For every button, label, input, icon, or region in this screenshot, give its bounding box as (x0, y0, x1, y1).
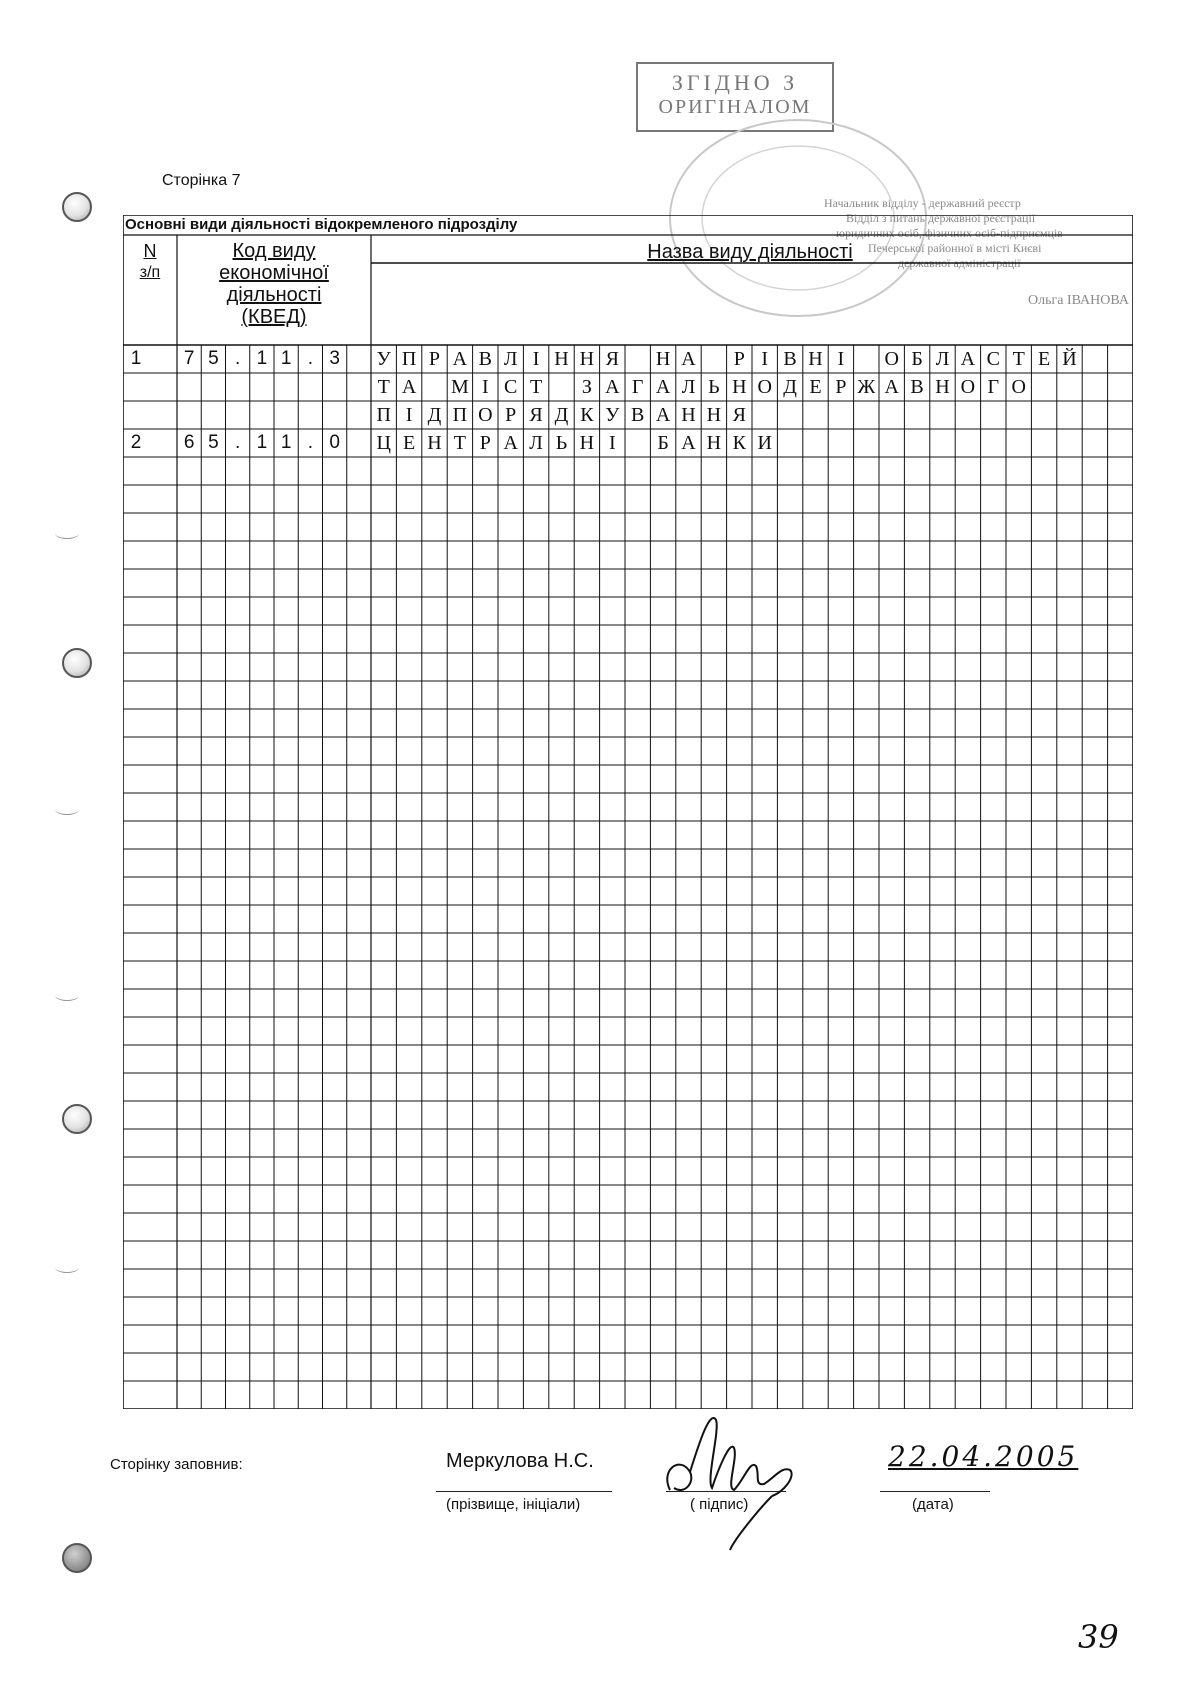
name-char: Т (1012, 348, 1025, 370)
name-char: Я (605, 348, 619, 370)
name-char: Д (427, 404, 442, 426)
name-char: Ь (555, 432, 568, 454)
binder-hole (62, 192, 92, 222)
name-char: Б (657, 432, 669, 454)
name-char: А (655, 404, 671, 426)
signature-caption: ( підпис) (690, 1496, 749, 1513)
code-char: . (307, 348, 314, 369)
binder-hole (62, 1104, 92, 1134)
name-char: Л (681, 376, 696, 398)
name-char: А (960, 348, 976, 370)
name-char: Н (427, 432, 442, 454)
name-char: А (655, 376, 671, 398)
name-char: І (481, 376, 489, 398)
name-char: А (452, 348, 468, 370)
name-char: Н (706, 404, 722, 426)
col-header-code (177, 240, 371, 328)
name-char: П (452, 404, 468, 426)
name-char: Е (402, 432, 416, 454)
stamp-text-2: Відділ з питань державної реєстрації (846, 211, 1036, 225)
code-char: . (307, 432, 314, 453)
name-char: Г (987, 376, 1000, 398)
code-char: 3 (329, 348, 340, 369)
page-label: Сторінка 7 (162, 172, 241, 189)
name-char: В (478, 348, 492, 370)
code-char: 5 (208, 348, 219, 369)
name-char: Ц (376, 432, 391, 454)
col-header-num-line2: з/п (139, 264, 161, 281)
stamp-text-3: юридичних осіб, фізичних осіб-підприємців (836, 226, 1063, 240)
name-char: О (1011, 376, 1026, 398)
name-char: І (608, 432, 616, 454)
date-line (880, 1491, 990, 1492)
stamp-text-6: Ольга ІВАНОВА (1028, 293, 1129, 308)
code-char: 6 (183, 432, 195, 453)
name-char: Е (1037, 348, 1051, 370)
name-char: Д (783, 376, 797, 398)
name-char: Р (835, 376, 847, 398)
name-char: Ж (857, 376, 876, 398)
code-char: . (234, 432, 241, 453)
name-char: О (478, 404, 493, 426)
name-char: С (986, 348, 1000, 370)
stamp-text-5: державної адміністрації (898, 256, 1021, 270)
name-char: Е (809, 376, 822, 398)
handwritten-signature (660, 1400, 830, 1560)
name-char: П (401, 348, 417, 370)
name-char: А (681, 432, 696, 454)
name-char: Н (579, 348, 595, 370)
filler-name: Меркулова Н.С. (446, 1450, 594, 1472)
code-char: 1 (280, 348, 292, 369)
name-char: О (884, 348, 899, 370)
row-number: 1 (130, 348, 142, 369)
binder-hole (62, 648, 92, 678)
col-header-code-line1: Код виду (232, 240, 316, 262)
name-char: А (401, 376, 417, 398)
page-number: 39 (1078, 1618, 1119, 1656)
name-char: Р (733, 348, 745, 370)
name-char: Д (554, 404, 569, 426)
binder-hole (62, 1543, 92, 1573)
name-char: Р (428, 348, 441, 370)
name-char: Л (503, 348, 518, 370)
name-char: В (910, 376, 924, 398)
name-char: У (605, 404, 620, 426)
margin-mark (55, 528, 79, 539)
name-char: І (761, 348, 769, 370)
stamp-text-1: Начальник відділу - державний реєстр (824, 196, 1021, 210)
name-char: Л (529, 432, 543, 454)
code-char: . (234, 348, 241, 369)
name-char: Л (935, 348, 950, 370)
name-char: А (884, 376, 899, 398)
col-header-code-line4: (КВЕД) (241, 306, 307, 328)
col-header-name: Назва виду діяльності (647, 241, 853, 263)
name-char: Я (732, 404, 746, 426)
name-char: К (732, 432, 746, 454)
name-caption: (прізвище, ініціали) (446, 1496, 581, 1513)
name-char: Н (808, 348, 823, 370)
stamp-text-4: Печерської районної в місті Києві (868, 241, 1042, 255)
code-char: 5 (208, 432, 219, 453)
code-char: 0 (329, 432, 340, 453)
handwritten-date: 22.04.2005 (888, 1440, 1079, 1473)
margin-mark (55, 990, 79, 1001)
name-char: С (504, 376, 518, 398)
name-char: Б (911, 348, 923, 370)
code-char: 1 (280, 432, 292, 453)
name-char: Т (453, 432, 466, 454)
name-char: В (631, 404, 645, 426)
name-char: Н (706, 432, 722, 454)
col-header-num (123, 240, 177, 284)
name-char: І (532, 348, 540, 370)
name-char: Й (1062, 348, 1077, 370)
name-char: З (581, 376, 592, 398)
name-char: Н (554, 348, 569, 370)
name-char: К (580, 404, 594, 426)
margin-mark (55, 804, 79, 815)
name-char: А (605, 376, 620, 398)
row-number: 2 (130, 432, 142, 453)
filled-by-label: Сторінку заповнив: (110, 1456, 243, 1473)
name-char: Т (377, 376, 390, 398)
name-char: М (450, 376, 469, 398)
stamp-line-2: ОРИГІНАЛОМ (658, 96, 812, 118)
name-char: Н (579, 432, 595, 454)
name-char: Н (655, 348, 671, 370)
name-char: І (405, 404, 413, 426)
name-char: У (376, 348, 391, 370)
name-char: Ь (708, 376, 720, 398)
name-char: В (783, 348, 797, 370)
name-char: А (503, 432, 518, 454)
name-char: И (757, 432, 772, 454)
col-header-code-line2: економічної (219, 262, 329, 284)
name-char: О (757, 376, 772, 398)
date-caption: (дата) (912, 1496, 954, 1513)
name-char: Р (505, 404, 517, 426)
name-char: А (681, 348, 696, 370)
name-char: Г (631, 376, 644, 398)
code-char: 1 (256, 432, 268, 453)
code-char: 1 (256, 348, 268, 369)
col-header-code-line3: діяльності (226, 284, 322, 306)
name-char: Т (529, 376, 543, 398)
name-line (436, 1491, 612, 1492)
name-char: Н (935, 376, 950, 398)
name-char: Н (681, 404, 696, 426)
name-char: Я (529, 404, 543, 426)
name-char: О (960, 376, 976, 398)
name-char: Р (479, 432, 491, 454)
name-char: І (837, 348, 845, 370)
margin-mark (55, 1262, 79, 1273)
code-char: 7 (183, 348, 195, 369)
name-char: П (376, 404, 391, 426)
table-caption: Основні види діяльності відокремленого підрозділу (125, 216, 518, 233)
stamp-line-1: ЗГІДНО З (671, 70, 799, 95)
col-header-num-line1: N (143, 241, 157, 261)
name-char: Н (732, 376, 747, 398)
